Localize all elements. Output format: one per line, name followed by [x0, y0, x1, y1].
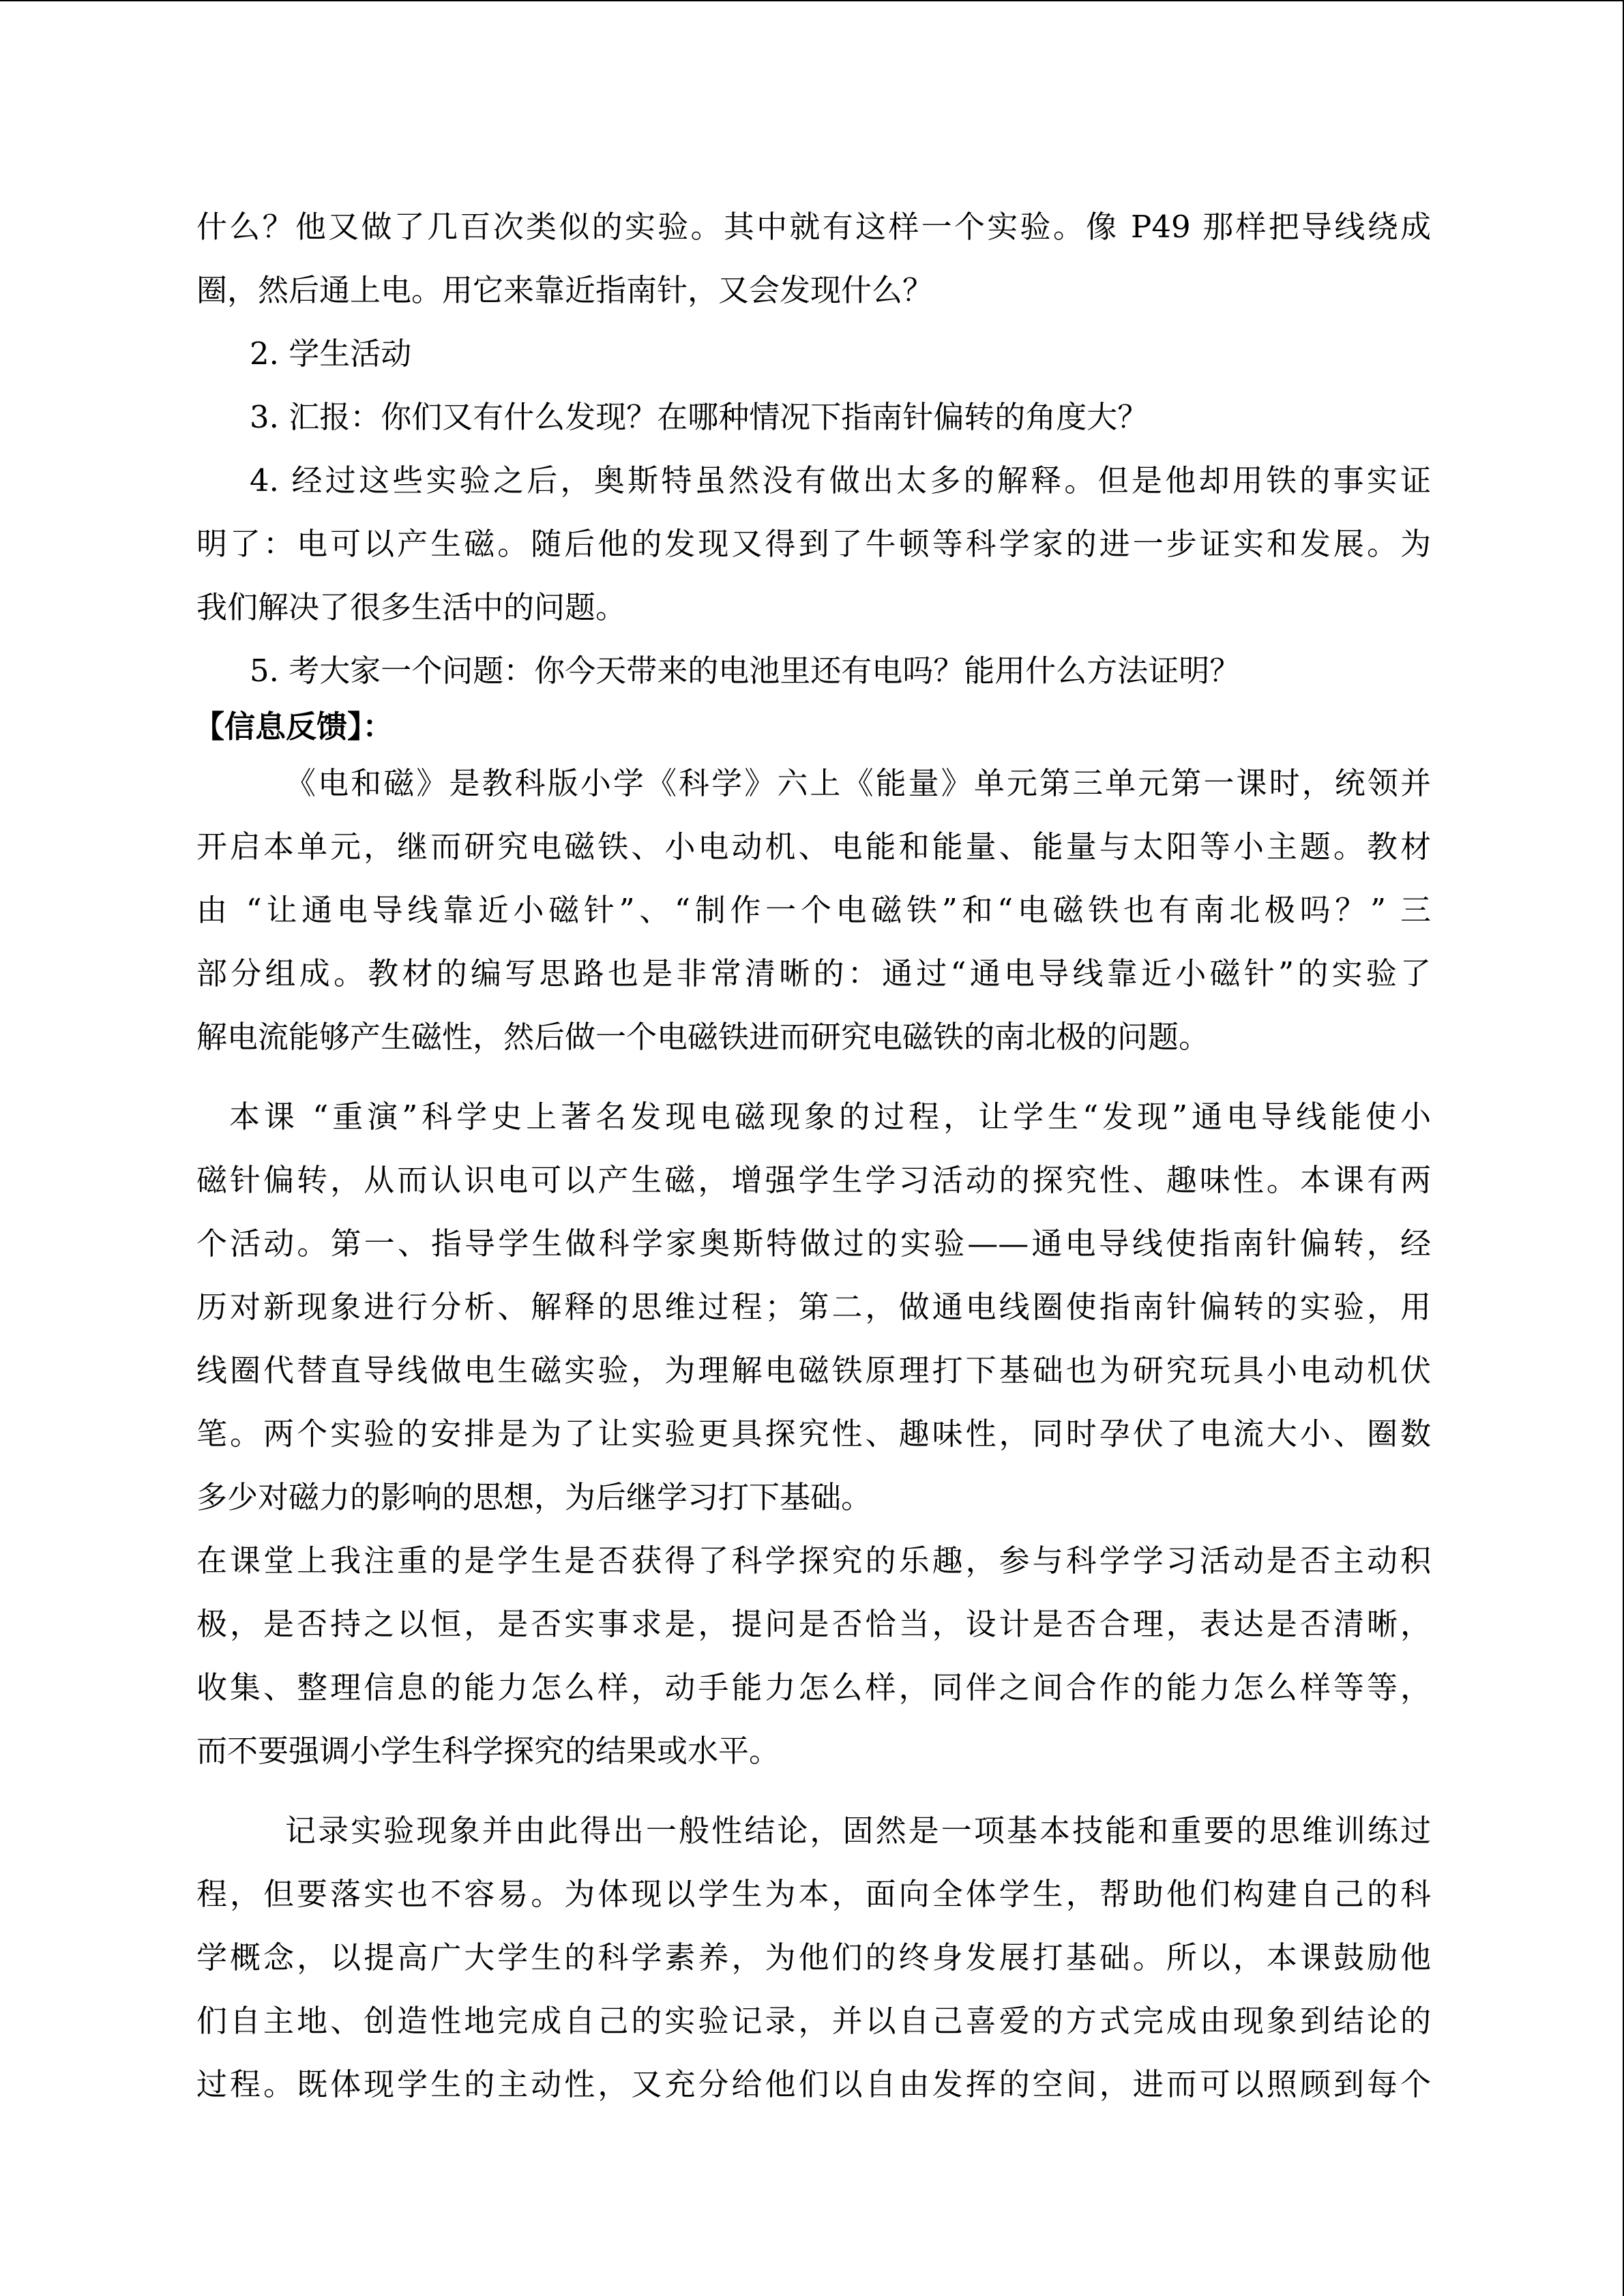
text-line: 而不要强调小学生科学探究的结果或水平。 [196, 1733, 780, 1769]
text-line: 历对新现象进行分析、解释的思维过程；第二，做通电线圈使指南针偏转的实验，用 [196, 1289, 1431, 1325]
text-line: 《电和磁》是教科版小学《科学》六上《能量》单元第三单元第一课时，统领并 [285, 765, 1431, 801]
text-line: 由 “让通电导线靠近小磁针”、“制作一个电磁铁”和“电磁铁也有南北极吗？” 三 [196, 892, 1431, 928]
text-line: 磁针偏转，从而认识电可以产生磁，增强学生学习活动的探究性、趣味性。本课有两 [196, 1162, 1431, 1198]
text-line: 部分组成。教材的编写思路也是非常清晰的：通过“通电导线靠近小磁针”的实验了 [196, 955, 1431, 992]
paragraph-lesson-design [196, 1085, 1431, 1529]
text-line: 线圈代替直导线做电生磁实验，为理解电磁铁原理打下基础也为研究玩具小电动机伏 [196, 1352, 1431, 1388]
text-line: 解电流能够产生磁性，然后做一个电磁铁进而研究电磁铁的南北极的问题。 [196, 1019, 1210, 1055]
text-line: 圈，然后通上电。用它来靠近指南针，又会发现什么？ [196, 272, 934, 308]
text-line: 在课堂上我注重的是学生是否获得了科学探究的乐趣，参与科学学习活动是否主动积 [196, 1542, 1431, 1579]
text-line: 个活动。第一、指导学生做科学家奥斯特做过的实验——通电导线使指南针偏转，经 [196, 1225, 1431, 1262]
document-body [196, 195, 1431, 2116]
list-item-3: 3. 汇报：你们又有什么发现？在哪种情况下指南针偏转的角度大？ [250, 399, 1149, 435]
list-item-4 [196, 449, 1431, 639]
section-heading: 【信息反馈】： [194, 709, 394, 745]
text-line: 们自主地、创造性地完成自己的实验记录，并以自己喜爱的方式完成由现象到结论的 [196, 2003, 1431, 2039]
text-line: 我们解决了很多生活中的问题。 [196, 589, 627, 625]
list-item-2: 2. 学生活动 [250, 336, 412, 372]
text-line: 本课 “重演”科学史上著名发现电磁现象的过程，让学生“发现”通电导线能使小 [229, 1099, 1431, 1135]
text-line: 程，但要落实也不容易。为体现以学生为本，面向全体学生，帮助他们构建自己的科 [196, 1876, 1431, 1912]
text-line: 记录实验现象并由此得出一般性结论，固然是一项基本技能和重要的思维训练过 [285, 1813, 1431, 1849]
text-line: 学概念，以提高广大学生的科学素养，为他们的终身发展打基础。所以，本课鼓励他 [196, 1939, 1431, 1976]
page-top-border [0, 0, 1623, 1]
text-line: 笔。两个实验的安排是为了让实验更具探究性、趣味性，同时孕伏了电流大小、圈数 [196, 1416, 1431, 1452]
list-item-5: 5. 考大家一个问题：你今天带来的电池里还有电吗？能用什么方法证明？ [250, 653, 1241, 689]
text-line: 4. 经过这些实验之后，奥斯特虽然没有做出太多的解释。但是他却用铁的事实证 [250, 462, 1431, 498]
text-line: 多少对磁力的影响的思想，为后继学习打下基础。 [196, 1479, 872, 1515]
text-line: 什么？他又做了几百次类似的实验。其中就有这样一个实验。像 P49 那样把导线绕成 [196, 209, 1431, 245]
text-line: 开启本单元，继而研究电磁铁、小电动机、电能和能量、能量与太阳等小主题。教材 [196, 829, 1431, 865]
paragraph-continuation [196, 195, 1431, 322]
paragraph-experiment-record [196, 1799, 1431, 2116]
text-line: 收集、整理信息的能力怎么样，动手能力怎么样，同伴之间合作的能力怎么样等等， [196, 1669, 1431, 1705]
text-line: 极，是否持之以恒，是否实事求是，提问是否恰当，设计是否合理，表达是否清晰， [196, 1606, 1431, 1642]
text-line: 过程。既体现学生的主动性，又充分给他们以自由发挥的空间，进而可以照顾到每个 [196, 2066, 1431, 2102]
paragraph-feedback-intro [196, 751, 1431, 1069]
paragraph-classroom-focus [196, 1529, 1431, 1783]
text-line: 明了：电可以产生磁。随后他的发现又得到了牛顿等科学家的进一步证实和发展。为 [196, 526, 1431, 562]
